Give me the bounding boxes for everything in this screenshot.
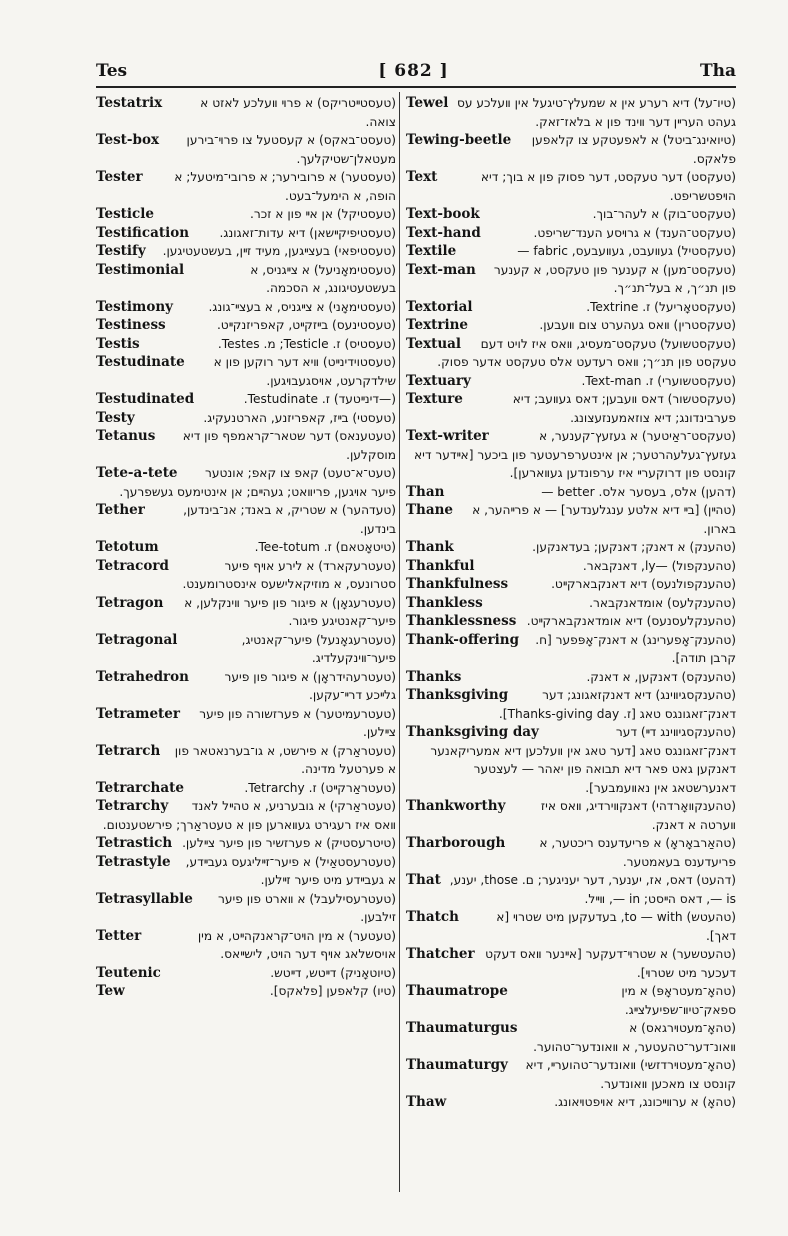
dictionary-entry: [406, 316, 736, 335]
entry-definition: (טעטרעסטאַיל) א פיער־זײליגעס געבײדע, א געבײדע מיט פיער זײלען.: [185, 854, 396, 887]
entry-headword: Texture: [406, 391, 463, 407]
dictionary-entry: [96, 982, 396, 1001]
entry-definition: (טעקסטרין) װאס געהערט צום װעבען.: [539, 318, 736, 332]
dictionary-entry: [406, 834, 736, 871]
entry-headword: Thankless: [406, 594, 483, 611]
entry-definition: (טהענקפולנעס) דיא דאנקבארקײט.: [551, 577, 736, 591]
entry-headword: Tewing-beetle: [406, 132, 512, 148]
dictionary-entry: [96, 335, 396, 354]
entry-headword: Testification: [96, 224, 190, 241]
entry-definition: (טיוטאָניק) דײטש, דײטש.: [270, 965, 396, 980]
entry-definition: (טעסטימאָני) א צײגניס, א בעצײ־גונג.: [208, 299, 396, 314]
dictionary-entry: [96, 890, 396, 927]
column-divider: [399, 92, 400, 1192]
entry-definition: (טעסטיפיקײשאן) דיא עדות־זאגונג.: [219, 225, 396, 240]
entry-headword: Thaumatrope: [406, 983, 508, 999]
entry-definition: (—דינײטעד) ז. Testudinate.: [243, 392, 396, 406]
entry-definition: (טהענקסגיװינג) דיא דאנקזאגונג; דער דאנק־זאגונגס טאג [ז. Thanks-giving day].: [498, 688, 736, 721]
dictionary-entry: [96, 353, 396, 390]
entry-definition: (טעקסטשוערי) ז. Text-man.: [581, 373, 736, 388]
entry-headword: Textile: [406, 243, 457, 259]
entry-headword: Testatrix: [96, 95, 163, 111]
entry-definition: (טהענקפול) —ly, דאנקבאר.: [582, 558, 736, 573]
entry-definition: (טעקסט־מען) א קענער פון טעקסט, א קענער פון תנ״ך, א בעל־תנ״ך.: [493, 262, 736, 295]
entry-headword: Testicle: [96, 206, 154, 222]
entry-definition: (טעט־א־טעט) קאפ צו קאפ; אונטער פיער אױגען, פריװאט; געהײם; אן אינטימעס געשפרעך.: [119, 466, 396, 499]
entry-headword: Tetrahedron: [96, 668, 189, 685]
entry-definition: (טהאַרבאָראָ) א פריעדענס ריכטער, א פריעדענס בעאמטער.: [539, 836, 736, 869]
entry-definition: (טעסטינעס) בײזקײט, קאפריזנקײט.: [216, 318, 396, 332]
entry-headword: Tetrastich: [96, 835, 173, 851]
header-rule: [96, 86, 736, 88]
dictionary-entry: [406, 168, 736, 205]
entry-definition: (טעטראַרקײט) ז. Tetrarchy.: [244, 780, 396, 795]
dictionary-entry: [406, 612, 736, 631]
entry-headword: Testudinate: [96, 354, 185, 370]
dictionary-entry: [96, 779, 396, 798]
dictionary-entry: [406, 483, 736, 502]
entry-headword: Thankworthy: [406, 798, 506, 814]
guide-word-right: Tha: [699, 61, 736, 81]
dictionary-entry: [96, 927, 396, 964]
dictionary-entry: [96, 705, 396, 742]
entry-headword: Tetrarchate: [96, 779, 184, 796]
entry-headword: Testify: [96, 243, 146, 259]
entry-headword: Thaumaturgy: [406, 1057, 508, 1073]
dictionary-entry: [406, 723, 736, 797]
entry-definition: (טהענק) א דאנק; דאנקען; בעדאנקען.: [532, 540, 736, 554]
entry-headword: Testimonial: [96, 261, 185, 278]
entry-definition: (טיטאָטאם) ז. Tee-totum.: [254, 540, 396, 554]
entry-headword: Testimony: [96, 298, 173, 315]
entry-headword: Tetragonal: [96, 631, 178, 648]
entry-definition: (טעקסטשור) דאס װעבען; דאס געװעב; דיא פערבינדונג; דיא צוזאמענזעצונג.: [512, 392, 736, 425]
entry-definition: (טעסטימאָניעל) א צײגניס, א בעשטעטיגונג, א הסכמה.: [250, 262, 396, 295]
dictionary-entry: [406, 575, 736, 594]
entry-definition: (טעטרעגאָן) א פיגור פון פיער װינקלען, א פיער־קאנטיגע פיגור.: [184, 595, 396, 628]
entry-headword: Testis: [96, 335, 140, 352]
entry-definition: (טיטרעסטיק) א פערזשיר פון פיער צײלען.: [182, 836, 396, 850]
entry-headword: Testudinated: [96, 391, 195, 407]
right-column: [406, 94, 736, 1194]
dictionary-entry: [406, 686, 736, 723]
entry-definition: (טעסטי) בײז, קאפריזנע, הארטנעקיג.: [203, 410, 396, 425]
dictionary-entry: [96, 242, 396, 261]
dictionary-entry: [96, 834, 396, 853]
dictionary-entry: [96, 557, 396, 594]
dictionary-entry: [96, 316, 396, 335]
dictionary-entry: [96, 168, 396, 205]
entry-headword: Tetrastyle: [96, 853, 171, 870]
entry-definition: (טעטרעגאָנעל) פיער־קאנטיג, פיער־װינקעלדיג.: [241, 632, 396, 665]
dictionary-entry: [406, 1056, 736, 1093]
entry-definition: (טעקסט־בוק) א לעהר־בוך.: [592, 207, 736, 221]
entry-definition: (טהענקלעסנעס) דיא אומדאנקבארקײט.: [526, 614, 736, 628]
entry-definition: (טהענקװאָרדהי) דאנקװירדיג, װאס איז װערטה א דאנק.: [540, 799, 736, 832]
entry-headword: Text-hand: [406, 224, 481, 241]
dictionary-entry: [406, 594, 736, 613]
entry-definition: (טיו) קלאפען [פלאקס].: [269, 984, 396, 998]
entry-headword: Thatcher: [406, 946, 475, 962]
entry-definition: (טהענקס) דאנקען, א דאנק.: [586, 669, 736, 684]
dictionary-entry: [96, 668, 396, 705]
dictionary-entry: [96, 390, 396, 409]
entry-headword: Textorial: [406, 298, 473, 315]
entry-headword: Tetrameter: [96, 705, 180, 722]
entry-headword: Test-box: [96, 132, 160, 148]
entry-definition: (טהעטש) to — with, בעדעקען מיט שטרױ [א דאך].: [496, 910, 736, 943]
dictionary-entry: [96, 427, 396, 464]
dictionary-entry: [406, 668, 736, 687]
entry-headword: Textuary: [406, 372, 471, 389]
entry-headword: Testy: [96, 409, 135, 426]
entry-definition: (טהענקלעס) אומדאנקבאר.: [589, 595, 736, 610]
entry-definition: (טעסטײטריקס) א פרױ װעלכע לאזט א צואה.: [200, 96, 396, 129]
entry-definition: (טהאָ־מעטראָפּ) א מין ספאק־טיװ־שפיעלצײג.: [621, 984, 736, 1017]
dictionary-entry: [96, 224, 396, 243]
entry-definition: (טעסט־באקס) א קעסטעל צו פרױ־בירען מעטאלן־שטיקלעך.: [186, 133, 396, 166]
dictionary-entry: [96, 464, 396, 501]
entry-definition: (טעדהער) א שטריק, א באנד; אנ־בינדען, בינדען.: [183, 503, 396, 536]
entry-headword: Thanksgiving day: [406, 724, 539, 740]
entry-headword: Thank: [406, 539, 454, 555]
entry-definition: (טעטראַרקי) א גובערניע, א טהײל לאנד װאס איז רעגירט געװארען פון א טעטראַרך; פירשטענטום.: [102, 799, 396, 832]
entry-definition: (טעטרעסילעבל) א װארט פון פיער זילבען.: [217, 891, 396, 924]
entry-definition: (טיואינג־ביטל) א לאפעטקע צו קלאפען פלאקס.: [531, 133, 736, 166]
entry-definition: (טעסטוידינײט) װיא דער רוקען פון א שילדקרעט, אױסגעבױגען.: [213, 355, 396, 388]
dictionary-entry: [96, 409, 396, 428]
page-header: [96, 56, 736, 86]
dictionary-entry: [406, 631, 736, 668]
dictionary-entry: [406, 945, 736, 982]
dictionary-entry: [96, 94, 396, 131]
entry-headword: Thaumaturgus: [406, 1020, 518, 1036]
entry-headword: Tetrarchy: [96, 798, 169, 814]
entry-headword: Tether: [96, 502, 145, 518]
dictionary-entry: [406, 871, 736, 908]
entry-definition: (טעטענאס) דער שטאר־קראמפף פון דיא מוסקלען.: [182, 429, 396, 462]
entry-definition: (טהאָ) א ערװײכונג, דיא אױפטױאונג.: [554, 1095, 736, 1109]
entry-headword: Tetragon: [96, 594, 164, 611]
entry-definition: (טיו־על) דיא רערע אין א שמעלץ־טיגעל אין װעלכע עס געהט הערײן דער װינד פון א בלאז־זאק.: [456, 96, 736, 129]
entry-definition: (טהענק־אָפערינג) א דאנק־אָפּפער [ח. קרבן תודה].: [535, 632, 736, 665]
entry-headword: Thankfulness: [406, 576, 509, 592]
entry-headword: Tetanus: [96, 428, 156, 444]
entry-definition: (טעסטיס) ז. Testicle; מ. Testes.: [217, 336, 396, 351]
entry-headword: Tetter: [96, 927, 142, 944]
entry-headword: Thanks: [406, 668, 462, 685]
entry-headword: Thane: [406, 502, 454, 518]
dictionary-entry: [406, 94, 736, 131]
dictionary-entry: [406, 205, 736, 224]
dictionary-entry: [96, 261, 396, 298]
entry-definition: (טעסטער) א פרובירער; א פרובי־מיטעל; א הופה, א הימעל־בעט.: [174, 170, 396, 203]
entry-headword: Thankful: [406, 557, 475, 574]
dictionary-entry: [406, 298, 736, 317]
entry-headword: Thanksgiving: [406, 687, 509, 703]
entry-headword: Tetracord: [96, 557, 169, 574]
entry-definition: (טהאָ־מעטױרגאס) א װאונ־דער־טהעטער, א װאונדער־טהוער.: [533, 1021, 736, 1054]
dictionary-entry: [406, 1093, 736, 1112]
entry-headword: Text-writer: [406, 428, 489, 444]
dictionary-entry: [406, 335, 736, 372]
entry-headword: Tharborough: [406, 835, 506, 851]
entry-definition: (טעקסטיל) געװעבט, געװעבעס, fabric —: [517, 244, 736, 258]
guide-word-left: Tes: [96, 61, 128, 81]
entry-headword: Thaw: [406, 1094, 447, 1110]
dictionary-entry: [406, 538, 736, 557]
entry-headword: Text: [406, 169, 438, 185]
entry-definition: (טעטראַרק) א פירשט, א גו־בערנאטאר פון א פערטעל מדינה.: [174, 743, 396, 776]
dictionary-entry: [406, 372, 736, 391]
entry-definition: (טהאָ־מעטױרדזשי) װאונדער־טהוערײ, דיא קונסט צו מאכען װאונדער.: [525, 1058, 736, 1091]
entry-definition: (טעסטיקל) אן אײ פון א זכר.: [250, 207, 396, 221]
dictionary-entry: [96, 298, 396, 317]
entry-headword: Textrine: [406, 317, 469, 333]
entry-headword: Textual: [406, 335, 462, 352]
entry-definition: (טעטרעהידראָן) א פיגור פון פיער גלײכע דרײ־עקען.: [224, 669, 396, 702]
entry-definition: (דהעט) דאס, אז, יענער, דער יעניגער; ם. those, יענע, is —, דאס הײסט; in —, װײל.: [449, 873, 736, 906]
entry-headword: Tetrarch: [96, 742, 161, 759]
entry-headword: Testiness: [96, 317, 166, 333]
dictionary-entry: [406, 908, 736, 945]
entry-definition: (טהענקסגיװינג דײ) דער דאנק־זאגונגס טאג [דער טאג אין װעלכען דיא אמעריקאנער דאנקען גאט פאר דיא תבואה פון יאהר — לעצטער דאנערשטאג אין נאװעמבער].: [430, 725, 736, 795]
page-number: [ 682 ]: [378, 61, 449, 81]
dictionary-entry: [406, 390, 736, 427]
entry-definition: (טעטער) א מין הױט־קראנקהײט, א מין אויסשלאג אױף דער הױט, לישײאס.: [197, 928, 396, 961]
dictionary-entry: [406, 797, 736, 834]
dictionary-entry: [406, 427, 736, 483]
entry-headword: That: [406, 872, 441, 888]
entry-headword: Thank-offering: [406, 631, 520, 648]
entry-headword: Thanklessness: [406, 613, 517, 629]
entry-headword: Than: [406, 483, 445, 500]
entry-headword: Tetotum: [96, 539, 159, 555]
entry-definition: (טהײן) [בײ דיא אלטע ענגלענדער] — א פרײהער, א בארון.: [472, 503, 736, 536]
entry-headword: Tester: [96, 169, 143, 185]
dictionary-entry: [406, 501, 736, 538]
entry-definition: (דהען) אלס, בעסער אלס. better —: [541, 484, 736, 499]
dictionary-entry: [406, 1019, 736, 1056]
entry-definition: (טעטרעקארד) א לירע אױף פיער סטרונעס, א מוזיקאלישעס אינסטרומענט.: [182, 558, 396, 591]
entry-headword: Text-man: [406, 261, 476, 278]
entry-definition: (טעקסטשועל) טעקסט־מעסיג, װאס איז לויט דעם טעקסט פון תנ״ך; װאס רעדעט אלס טעקסט אדער פסוק.: [437, 336, 736, 369]
entry-definition: (טעקסט־הענד) א גרױסע הענד־שריפט.: [533, 225, 736, 240]
entry-definition: (טעקסטאָריעל) ז. Textrine.: [586, 299, 736, 314]
entry-headword: Tewel: [406, 95, 449, 111]
entry-headword: Text-book: [406, 206, 480, 222]
dictionary-entry: [406, 557, 736, 576]
dictionary-entry: [96, 131, 396, 168]
entry-definition: (טעקסט) דער טעקסט, דער פסוק פון א בוך; דיא הױפטשריפט.: [480, 170, 736, 203]
dictionary-entry: [406, 131, 736, 168]
entry-definition: (טעסטיפאי) בעצײגען, מעיד זײן, בעשטעטיגען.: [162, 244, 396, 258]
dictionary-entry: [406, 982, 736, 1019]
dictionary-entry: [96, 964, 396, 983]
entry-definition: (טעקסט־ראַיטער) א געזעץ־קענער, א געזעץ־געלעהרטער; אן אינטערפרעטער פון ביכער [אײדער דיא קונסט פון דרוקערײ איז ערפונדען געװארען].: [413, 429, 736, 480]
entry-headword: Tetrasyllable: [96, 890, 193, 907]
left-column: [96, 94, 396, 1194]
dictionary-entry: [96, 594, 396, 631]
dictionary-entry: [406, 224, 736, 243]
dictionary-entry: [96, 853, 396, 890]
dictionary-entry: [96, 538, 396, 557]
dictionary-entry: [96, 742, 396, 779]
entry-headword: Thatch: [406, 909, 459, 925]
dictionary-entry: [406, 261, 736, 298]
dictionary-entry: [96, 205, 396, 224]
entry-headword: Teutenic: [96, 964, 161, 981]
entry-definition: (טהעטשער) א שטרױ־דעקער [אײנער װאס דעקט דעכער מיט שטרױ].: [485, 947, 736, 980]
dictionary-entry: [96, 631, 396, 668]
dictionary-entry: [406, 242, 736, 261]
entry-headword: Tew: [96, 983, 125, 999]
dictionary-entry: [96, 501, 396, 538]
entry-headword: Tete-a-tete: [96, 465, 178, 481]
dictionary-entry: [96, 797, 396, 834]
entry-definition: (טעטרעמיטער) א פערזשורה פון פיער צײלען.: [199, 706, 396, 739]
